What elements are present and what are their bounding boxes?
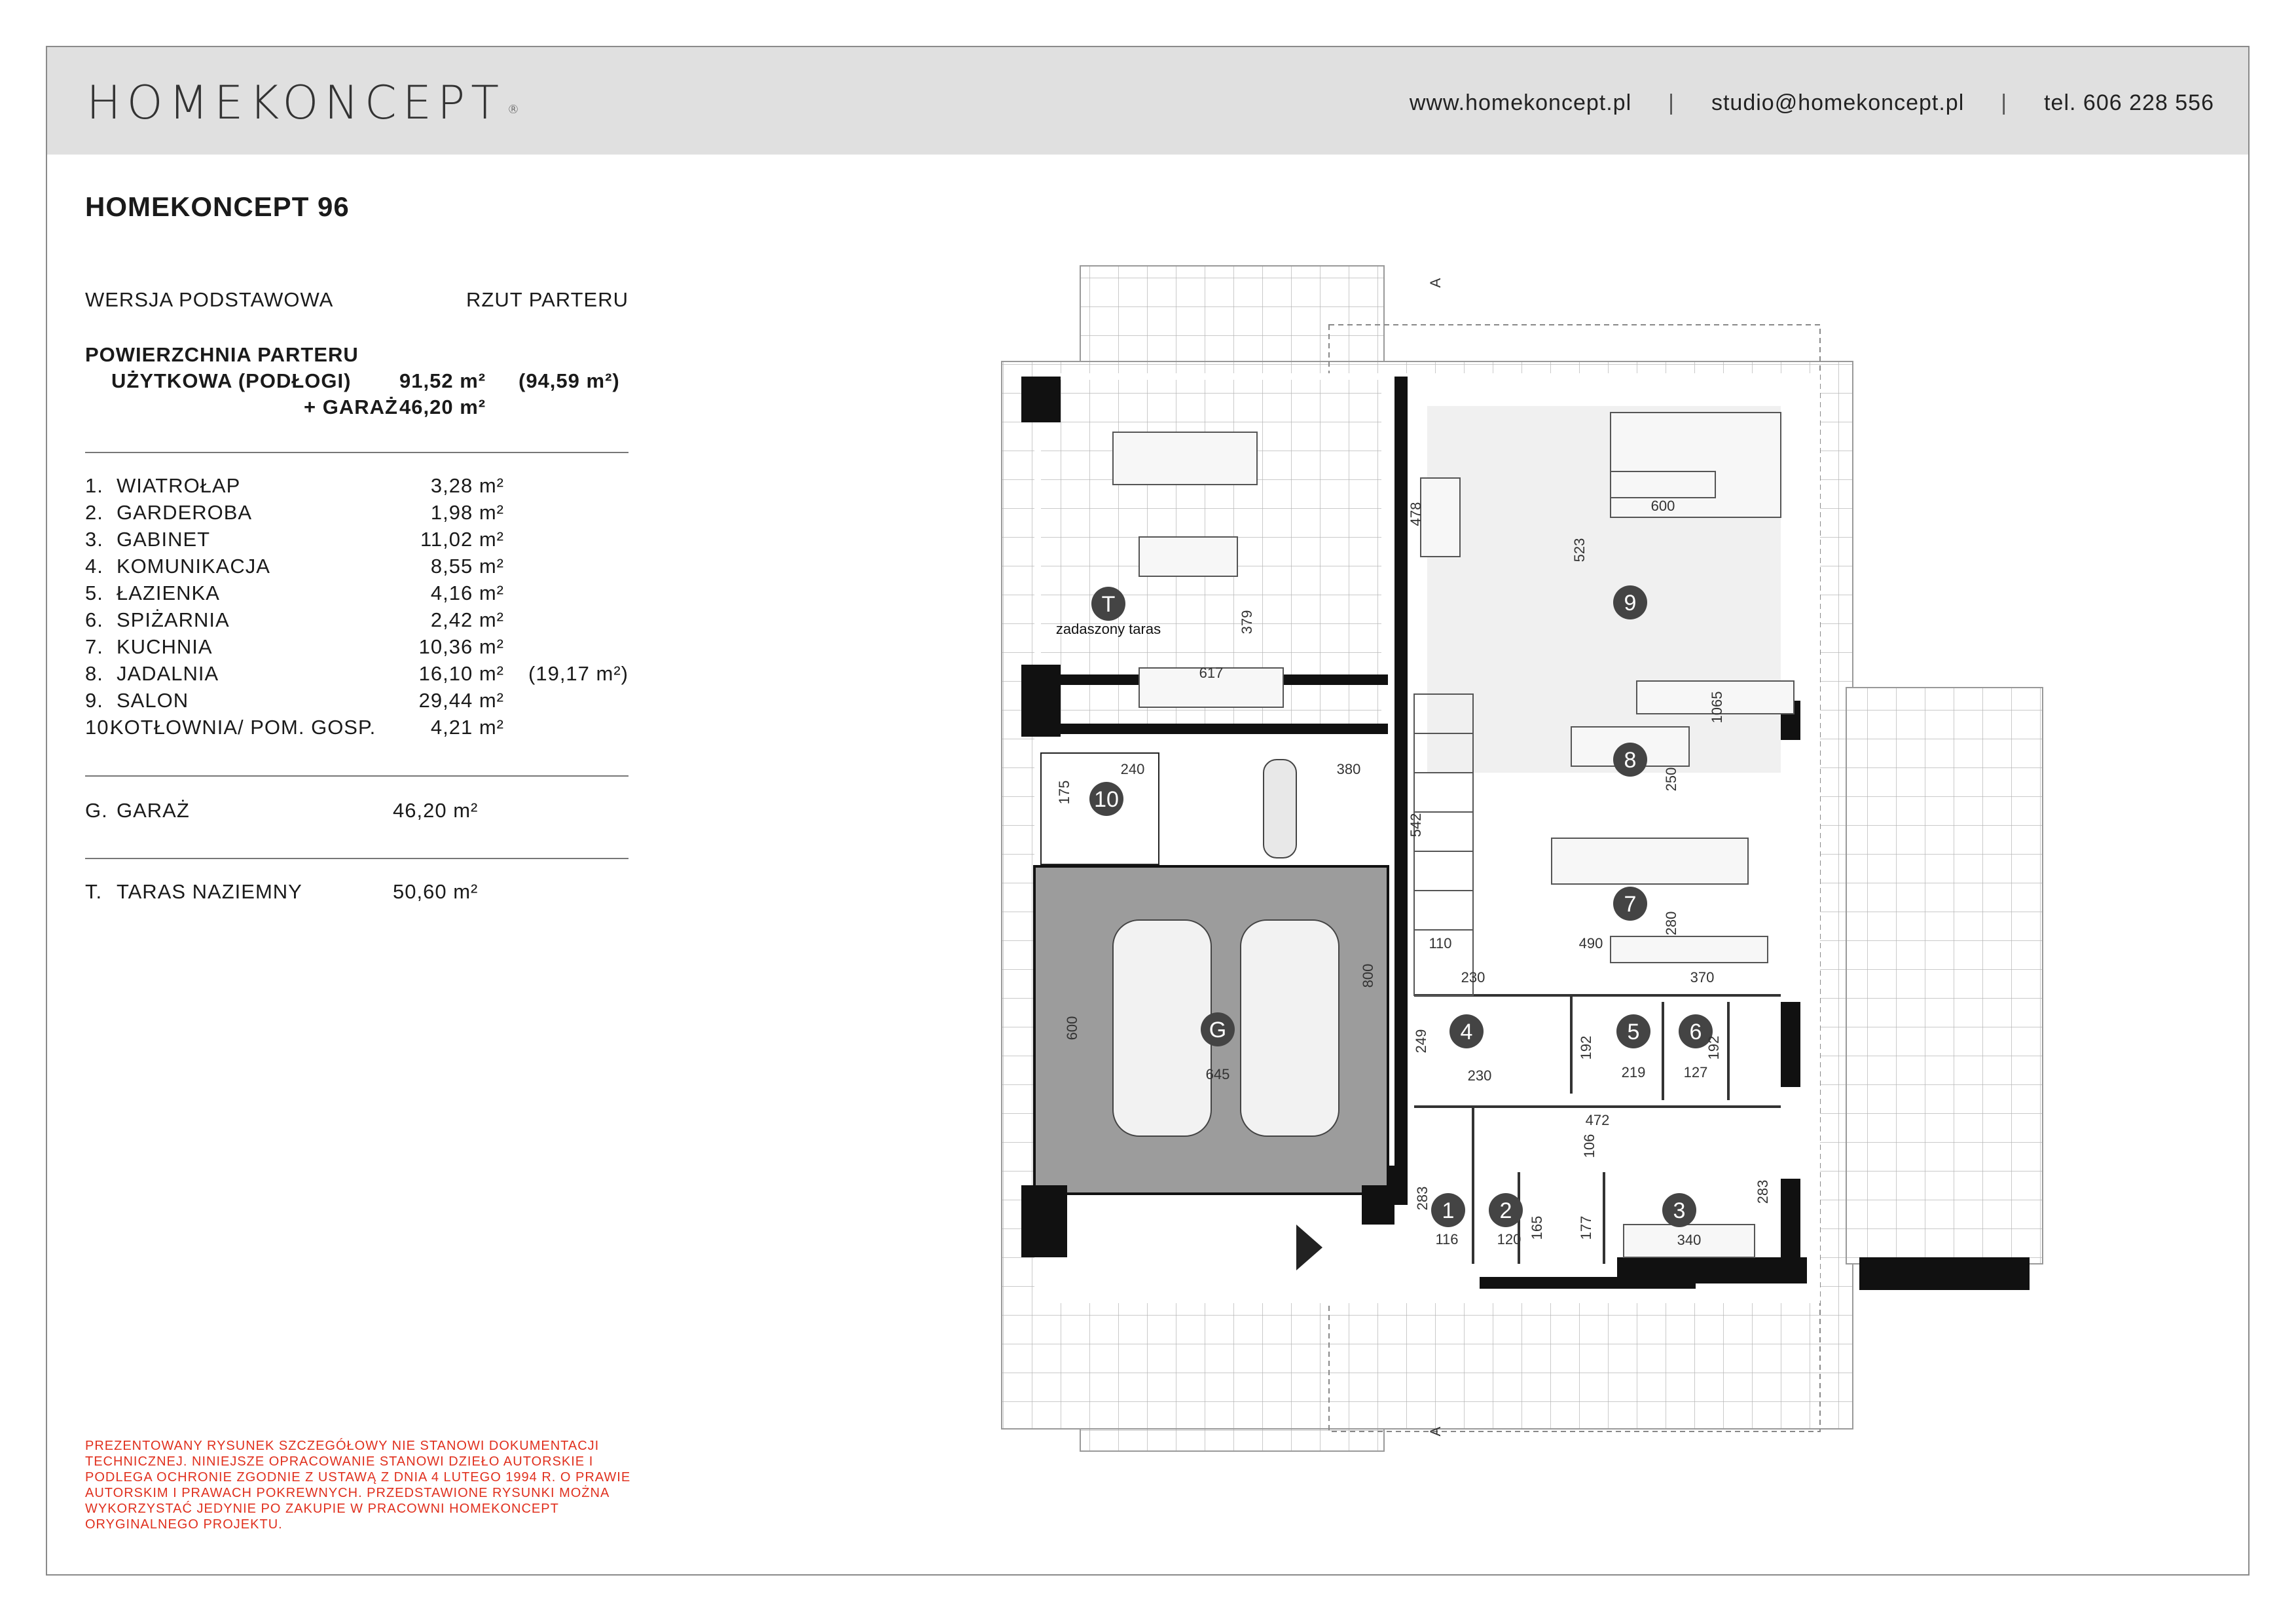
svg-text:192: 192 — [1705, 1035, 1722, 1060]
room-name: KOMUNIKACJA — [117, 555, 270, 578]
svg-text:7: 7 — [1624, 892, 1637, 917]
svg-text:127: 127 — [1683, 1064, 1708, 1080]
svg-text:800: 800 — [1360, 963, 1376, 988]
svg-text:219: 219 — [1621, 1064, 1646, 1080]
svg-text:600: 600 — [1650, 498, 1675, 514]
svg-text:645: 645 — [1205, 1066, 1230, 1082]
svg-text:4: 4 — [1460, 1020, 1473, 1044]
room-area: 1,98 m² — [430, 501, 504, 524]
room-area: 10,36 m² — [418, 635, 504, 658]
kitchen-cabinets — [1611, 936, 1768, 963]
svg-text:1: 1 — [1442, 1198, 1455, 1223]
car-icon — [1113, 920, 1211, 1136]
company-logo: HOMEKONCEPT ® — [86, 76, 519, 130]
svg-text:106: 106 — [1581, 1134, 1597, 1158]
svg-text:542: 542 — [1408, 813, 1424, 838]
svg-text:9: 9 — [1624, 591, 1637, 616]
svg-text:8: 8 — [1624, 748, 1637, 773]
room-name: GABINET — [117, 528, 211, 551]
outdoor-table — [1113, 432, 1257, 485]
svg-text:120: 120 — [1497, 1231, 1522, 1247]
svg-text:523: 523 — [1571, 538, 1588, 563]
room-number: 3. — [85, 528, 103, 551]
area-label-1: POWIERZCHNIA PARTERU — [85, 343, 359, 366]
room-number: 9. — [85, 689, 103, 712]
copyright-disclaimer: PREZENTOWANY RYSUNEK SZCZEGÓŁOWY NIE STANOWI DOKUMENTACJI TECHNICZNEJ. NINIEJSZE OPRACOWANIE STANOWI DZIEŁO AUTORSKIE I PODLEGA OCHRONIE ZGODNIE Z USTAWĄ Z DNIA 4 LUTEGO 1994 R. O PRAWIE AUTORSKIM I PRAWACH POKREWNYCH. PRZEDSTAWIONE RYSUNKI MOŻNA WYKORZYSTAĆ JEDYNIE PO ZAKUPIE W PRACOWNI HOMEKONCEPT ORYGINALNEGO PROJEKTU. — [85, 1439, 631, 1532]
svg-text:617: 617 — [1199, 665, 1224, 681]
garage-add-value: 46,20 m² — [399, 396, 486, 418]
room-area: 3,28 m² — [430, 474, 504, 497]
separator: | — [1668, 90, 1675, 115]
room-row — [85, 555, 629, 578]
sun-lounger — [1139, 537, 1237, 576]
room-row — [85, 608, 629, 632]
svg-text:116: 116 — [1435, 1231, 1459, 1247]
svg-text:283: 283 — [1755, 1179, 1771, 1204]
room-row — [85, 581, 629, 605]
svg-text:379: 379 — [1239, 610, 1255, 635]
svg-text:6: 6 — [1689, 1020, 1702, 1044]
room-row — [85, 501, 629, 525]
kitchen-island — [1552, 838, 1748, 884]
room-row — [85, 635, 629, 659]
section-mark: A — [1427, 1426, 1444, 1437]
version-label: WERSJA PODSTAWOWA — [85, 288, 334, 311]
room-name: SALON — [117, 689, 189, 712]
svg-text:490: 490 — [1578, 935, 1603, 951]
room-row — [85, 662, 629, 686]
room-area: 29,44 m² — [418, 689, 504, 712]
svg-text:110: 110 — [1429, 935, 1452, 951]
email-link[interactable]: studio@homekoncept.pl — [1711, 90, 1965, 115]
room-number: 4. — [85, 555, 103, 578]
svg-text:10: 10 — [1094, 787, 1119, 812]
separator: | — [2001, 90, 2008, 115]
contact-info — [1410, 90, 2214, 116]
garage-row: G. GARAŻ — [85, 799, 190, 822]
room-row — [85, 716, 629, 739]
garage-add-label: + GARAŻ — [304, 396, 398, 418]
room-number: 7. — [85, 635, 103, 658]
svg-text:340: 340 — [1677, 1232, 1702, 1248]
motorcycle-icon — [1264, 760, 1296, 858]
svg-text:240: 240 — [1120, 761, 1145, 777]
svg-text:175: 175 — [1056, 780, 1072, 805]
svg-text:472: 472 — [1585, 1112, 1610, 1128]
room-name: KUCHNIA — [117, 635, 213, 658]
divider — [85, 775, 629, 777]
header-bar — [47, 47, 2248, 155]
room-name: WIATROŁAP — [117, 474, 241, 497]
area-label-2: UŻYTKOWA (PODŁOGI) — [111, 369, 352, 392]
room-name: GARDEROBA — [117, 501, 253, 524]
floor-plan — [917, 249, 2056, 1526]
side-terrace — [1846, 688, 2043, 1264]
area-value: 91,52 m² — [399, 369, 486, 392]
svg-text:230: 230 — [1467, 1067, 1492, 1084]
svg-text:5: 5 — [1627, 1020, 1640, 1044]
svg-text:T: T — [1101, 592, 1116, 617]
svg-text:192: 192 — [1578, 1035, 1594, 1060]
room-number: 8. — [85, 662, 103, 685]
svg-text:250: 250 — [1663, 767, 1679, 792]
svg-text:478: 478 — [1408, 502, 1424, 526]
room-name: SPIŻARNIA — [117, 608, 230, 631]
room-area: 16,10 m² — [418, 662, 504, 685]
svg-text:230: 230 — [1461, 969, 1485, 986]
room-name: ŁAZIENKA — [117, 581, 220, 604]
room-number: 6. — [85, 608, 103, 631]
room-row — [85, 689, 629, 712]
room-number: 1. — [85, 474, 103, 497]
svg-text:1065: 1065 — [1709, 691, 1725, 724]
project-title: HOMEKONCEPT 96 — [85, 191, 350, 222]
svg-text:249: 249 — [1413, 1029, 1429, 1054]
svg-text:2: 2 — [1499, 1198, 1512, 1223]
svg-text:165: 165 — [1529, 1215, 1545, 1240]
svg-text:380: 380 — [1336, 761, 1361, 777]
svg-text:177: 177 — [1578, 1215, 1594, 1240]
plan-name: RZUT PARTERU — [466, 288, 629, 311]
sofa — [1611, 413, 1781, 517]
room-name: KOTŁOWNIA/ POM. GOSP. — [110, 716, 376, 739]
room-number: 2. — [85, 501, 103, 524]
room-area: 2,42 m² — [430, 608, 504, 631]
room-row — [85, 528, 629, 551]
svg-text:370: 370 — [1690, 969, 1715, 986]
armchair — [1421, 478, 1460, 557]
website-link[interactable]: www.homekoncept.pl — [1409, 90, 1632, 115]
svg-text:G: G — [1209, 1018, 1227, 1043]
room-area: 11,02 m² — [420, 528, 504, 551]
svg-text:600: 600 — [1064, 1016, 1080, 1041]
coffee-table — [1611, 471, 1715, 498]
section-mark: A — [1427, 278, 1444, 288]
divider — [85, 452, 629, 453]
car-icon — [1241, 920, 1339, 1136]
room-number: 10. — [85, 716, 116, 739]
room-row — [85, 474, 629, 498]
terrace-caption: zadaszony taras — [1055, 621, 1161, 637]
room-area: 8,55 m² — [430, 555, 504, 578]
room-number: 5. — [85, 581, 103, 604]
svg-text:283: 283 — [1414, 1186, 1430, 1211]
phone-link[interactable]: tel. 606 228 556 — [2044, 90, 2214, 115]
room-area: 4,16 m² — [430, 581, 504, 604]
room-area: 4,21 m² — [430, 716, 504, 739]
terrace-row: T. TARAS NAZIEMNY — [85, 880, 302, 903]
divider — [85, 858, 629, 859]
room-name: JADALNIA — [117, 662, 219, 685]
garage-area: 46,20 m² — [393, 799, 479, 822]
room-area-alt: (19,17 m²) — [528, 662, 629, 685]
svg-text:3: 3 — [1673, 1198, 1686, 1223]
terrace-area: 50,60 m² — [393, 880, 479, 903]
floor-plan-drawing — [917, 249, 2056, 1526]
svg-text:280: 280 — [1663, 911, 1679, 936]
area-value-alt: (94,59 m²) — [519, 369, 620, 392]
